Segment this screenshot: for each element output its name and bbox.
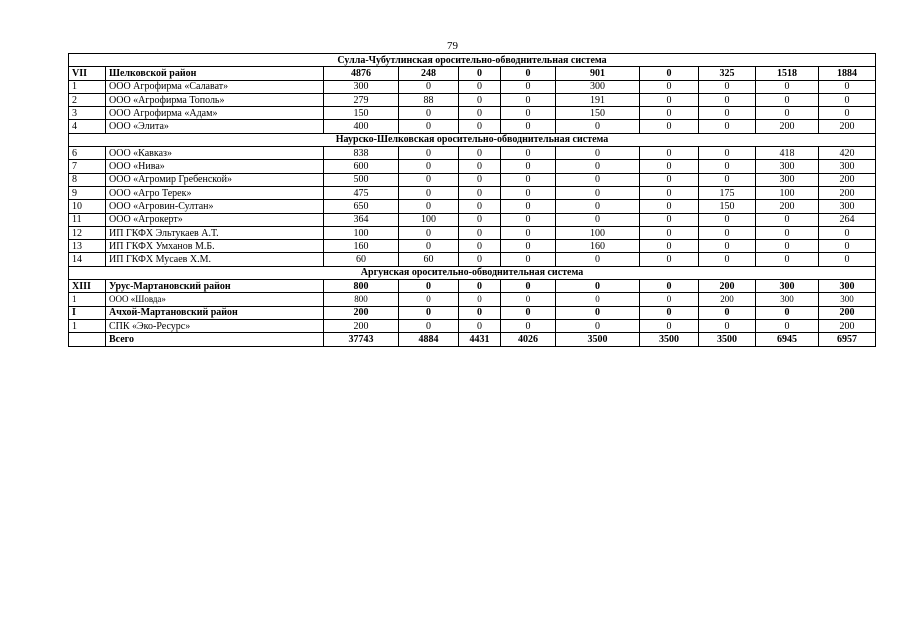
value-cell: 0 — [399, 306, 459, 319]
value-cell: 0 — [819, 226, 876, 239]
value-cell: 0 — [819, 253, 876, 266]
value-cell: 300 — [756, 173, 819, 186]
value-cell: 0 — [399, 226, 459, 239]
value-cell: 0 — [756, 107, 819, 120]
value-cell: 0 — [640, 306, 699, 319]
value-cell: 175 — [699, 186, 756, 199]
row-name: ООО «Шовда» — [106, 293, 324, 306]
value-cell: 0 — [459, 160, 501, 173]
value-cell: 0 — [819, 93, 876, 106]
value-cell: 37743 — [324, 333, 399, 346]
value-cell: 0 — [699, 147, 756, 160]
row-name: ООО «Агромир Гребенской» — [106, 173, 324, 186]
value-cell: 0 — [640, 173, 699, 186]
row-index: 8 — [69, 173, 106, 186]
total-row — [69, 333, 876, 346]
section-title: Аргунская оросительно-обводнительная система — [69, 266, 876, 279]
row-name: Урус-Мартановский район — [106, 280, 324, 293]
row-name: ООО «Агрофирма Тополь» — [106, 93, 324, 106]
value-cell: 100 — [556, 226, 640, 239]
value-cell: 200 — [819, 186, 876, 199]
value-cell: 0 — [459, 319, 501, 332]
value-cell: 0 — [399, 186, 459, 199]
row-index: 9 — [69, 186, 106, 199]
value-cell: 0 — [501, 319, 556, 332]
row-index: 7 — [69, 160, 106, 173]
value-cell: 3500 — [640, 333, 699, 346]
value-cell: 0 — [556, 120, 640, 133]
value-cell: 0 — [699, 80, 756, 93]
table-row — [69, 93, 876, 106]
district-row — [69, 306, 876, 319]
value-cell: 0 — [501, 240, 556, 253]
value-cell: 4884 — [399, 333, 459, 346]
section-title: Сулла-Чубутлинская оросительно-обводнительная система — [69, 54, 876, 67]
value-cell: 0 — [640, 107, 699, 120]
table-row — [69, 253, 876, 266]
value-cell: 0 — [640, 200, 699, 213]
value-cell: 0 — [459, 173, 501, 186]
value-cell: 0 — [756, 319, 819, 332]
value-cell: 300 — [819, 200, 876, 213]
value-cell: 0 — [556, 160, 640, 173]
value-cell: 0 — [556, 280, 640, 293]
row-name: ООО «Агрокерт» — [106, 213, 324, 226]
value-cell: 0 — [819, 80, 876, 93]
value-cell: 264 — [819, 213, 876, 226]
value-cell: 1884 — [819, 67, 876, 80]
value-cell: 0 — [556, 200, 640, 213]
row-index: 10 — [69, 200, 106, 213]
value-cell: 200 — [819, 120, 876, 133]
row-index: 11 — [69, 213, 106, 226]
value-cell: 0 — [501, 160, 556, 173]
table-row — [69, 160, 876, 173]
value-cell: 0 — [459, 120, 501, 133]
value-cell: 6945 — [756, 333, 819, 346]
value-cell: 300 — [819, 160, 876, 173]
table-row — [69, 186, 876, 199]
value-cell: 60 — [324, 253, 399, 266]
row-index: 1 — [69, 80, 106, 93]
row-index: VII — [69, 67, 106, 80]
value-cell: 0 — [640, 226, 699, 239]
table-row — [69, 80, 876, 93]
value-cell: 0 — [399, 200, 459, 213]
value-cell: 0 — [399, 80, 459, 93]
row-index: 4 — [69, 120, 106, 133]
value-cell: 0 — [501, 93, 556, 106]
value-cell: 0 — [501, 80, 556, 93]
value-cell: 100 — [324, 226, 399, 239]
row-index: 14 — [69, 253, 106, 266]
value-cell: 3500 — [699, 333, 756, 346]
value-cell: 0 — [399, 240, 459, 253]
value-cell: 150 — [556, 107, 640, 120]
value-cell: 0 — [699, 93, 756, 106]
row-name: Ачхой-Мартановский район — [106, 306, 324, 319]
row-index: 13 — [69, 240, 106, 253]
value-cell: 0 — [699, 306, 756, 319]
district-row — [69, 67, 876, 80]
value-cell: 0 — [501, 120, 556, 133]
value-cell: 0 — [399, 280, 459, 293]
value-cell: 0 — [459, 280, 501, 293]
value-cell: 0 — [819, 240, 876, 253]
row-index: 1 — [69, 293, 106, 306]
value-cell: 0 — [756, 253, 819, 266]
value-cell: 0 — [459, 226, 501, 239]
value-cell: 248 — [399, 67, 459, 80]
value-cell: 800 — [324, 293, 399, 306]
value-cell: 6957 — [819, 333, 876, 346]
value-cell: 0 — [459, 306, 501, 319]
table-row — [69, 319, 876, 332]
row-name: ИП ГКФХ Мусаев Х.М. — [106, 253, 324, 266]
row-name: ООО «Агро Терек» — [106, 186, 324, 199]
row-name: ИП ГКФХ Умханов М.Б. — [106, 240, 324, 253]
value-cell: 60 — [399, 253, 459, 266]
row-name: Всего — [106, 333, 324, 346]
value-cell: 0 — [459, 80, 501, 93]
value-cell: 0 — [501, 200, 556, 213]
row-index — [69, 333, 106, 346]
value-cell: 300 — [324, 80, 399, 93]
value-cell: 0 — [501, 186, 556, 199]
value-cell: 4026 — [501, 333, 556, 346]
row-name: ООО Агрофирма «Адам» — [106, 107, 324, 120]
row-index: XIII — [69, 280, 106, 293]
value-cell: 420 — [819, 147, 876, 160]
value-cell: 200 — [324, 319, 399, 332]
value-cell: 0 — [640, 80, 699, 93]
value-cell: 0 — [699, 107, 756, 120]
value-cell: 300 — [556, 80, 640, 93]
value-cell: 0 — [501, 173, 556, 186]
value-cell: 150 — [324, 107, 399, 120]
value-cell: 800 — [324, 280, 399, 293]
row-name: ООО Агрофирма «Салават» — [106, 80, 324, 93]
value-cell: 0 — [756, 213, 819, 226]
table-row — [69, 293, 876, 306]
value-cell: 0 — [459, 93, 501, 106]
value-cell: 0 — [399, 319, 459, 332]
row-name: ООО «Элита» — [106, 120, 324, 133]
value-cell: 0 — [556, 173, 640, 186]
value-cell: 0 — [556, 213, 640, 226]
value-cell: 0 — [501, 107, 556, 120]
value-cell: 0 — [640, 67, 699, 80]
value-cell: 0 — [501, 280, 556, 293]
value-cell: 0 — [556, 147, 640, 160]
table-row — [69, 213, 876, 226]
value-cell: 650 — [324, 200, 399, 213]
irrigation-table — [68, 53, 876, 347]
value-cell: 0 — [756, 240, 819, 253]
value-cell: 0 — [399, 293, 459, 306]
value-cell: 300 — [819, 293, 876, 306]
value-cell: 191 — [556, 93, 640, 106]
value-cell: 160 — [324, 240, 399, 253]
district-row — [69, 280, 876, 293]
value-cell: 0 — [699, 319, 756, 332]
value-cell: 0 — [640, 293, 699, 306]
value-cell: 325 — [699, 67, 756, 80]
table-row — [69, 240, 876, 253]
value-cell: 200 — [699, 280, 756, 293]
row-name: Шелковской район — [106, 67, 324, 80]
value-cell: 4876 — [324, 67, 399, 80]
value-cell: 200 — [819, 319, 876, 332]
value-cell: 0 — [556, 186, 640, 199]
value-cell: 0 — [501, 293, 556, 306]
value-cell: 0 — [819, 107, 876, 120]
table-row — [69, 200, 876, 213]
value-cell: 0 — [556, 319, 640, 332]
section-title: Наурско-Шелковская оросительно-обводнительная система — [69, 133, 876, 146]
value-cell: 364 — [324, 213, 399, 226]
value-cell: 0 — [699, 160, 756, 173]
value-cell: 0 — [459, 253, 501, 266]
section-header-row — [69, 133, 876, 146]
value-cell: 200 — [699, 293, 756, 306]
value-cell: 0 — [640, 93, 699, 106]
row-index: 1 — [69, 319, 106, 332]
row-name: ИП ГКФХ Эльтукаев А.Т. — [106, 226, 324, 239]
value-cell: 0 — [459, 213, 501, 226]
value-cell: 0 — [756, 306, 819, 319]
value-cell: 279 — [324, 93, 399, 106]
section-header-row — [69, 54, 876, 67]
value-cell: 0 — [640, 147, 699, 160]
value-cell: 4431 — [459, 333, 501, 346]
value-cell: 0 — [640, 120, 699, 133]
value-cell: 475 — [324, 186, 399, 199]
table-row — [69, 120, 876, 133]
value-cell: 0 — [699, 240, 756, 253]
value-cell: 1518 — [756, 67, 819, 80]
value-cell: 0 — [756, 80, 819, 93]
value-cell: 0 — [459, 200, 501, 213]
value-cell: 200 — [756, 120, 819, 133]
value-cell: 0 — [501, 67, 556, 80]
table-body — [69, 54, 876, 347]
value-cell: 0 — [501, 306, 556, 319]
row-index: 2 — [69, 93, 106, 106]
value-cell: 0 — [459, 107, 501, 120]
table-row — [69, 226, 876, 239]
value-cell: 100 — [399, 213, 459, 226]
value-cell: 0 — [640, 253, 699, 266]
value-cell: 150 — [699, 200, 756, 213]
value-cell: 0 — [699, 226, 756, 239]
value-cell: 88 — [399, 93, 459, 106]
value-cell: 400 — [324, 120, 399, 133]
value-cell: 0 — [699, 173, 756, 186]
value-cell: 0 — [501, 226, 556, 239]
page-number: 79 — [447, 40, 458, 52]
value-cell: 0 — [556, 293, 640, 306]
value-cell: 0 — [459, 67, 501, 80]
value-cell: 0 — [640, 186, 699, 199]
value-cell: 3500 — [556, 333, 640, 346]
value-cell: 0 — [640, 280, 699, 293]
value-cell: 300 — [756, 293, 819, 306]
row-name: ООО «Кавказ» — [106, 147, 324, 160]
value-cell: 0 — [640, 213, 699, 226]
value-cell: 901 — [556, 67, 640, 80]
value-cell: 0 — [640, 240, 699, 253]
row-name: СПК «Эко-Ресурс» — [106, 319, 324, 332]
row-index: 3 — [69, 107, 106, 120]
value-cell: 0 — [459, 147, 501, 160]
value-cell: 0 — [501, 213, 556, 226]
table-row — [69, 173, 876, 186]
table-row — [69, 107, 876, 120]
value-cell: 0 — [459, 186, 501, 199]
value-cell: 0 — [640, 160, 699, 173]
section-header-row — [69, 266, 876, 279]
value-cell: 0 — [501, 253, 556, 266]
row-index: I — [69, 306, 106, 319]
value-cell: 600 — [324, 160, 399, 173]
value-cell: 0 — [399, 107, 459, 120]
table-row — [69, 147, 876, 160]
value-cell: 0 — [399, 120, 459, 133]
value-cell: 300 — [756, 280, 819, 293]
value-cell: 0 — [699, 120, 756, 133]
value-cell: 0 — [459, 240, 501, 253]
value-cell: 500 — [324, 173, 399, 186]
row-name: ООО «Нива» — [106, 160, 324, 173]
value-cell: 200 — [756, 200, 819, 213]
value-cell: 200 — [819, 306, 876, 319]
value-cell: 0 — [399, 173, 459, 186]
value-cell: 0 — [756, 226, 819, 239]
value-cell: 0 — [756, 93, 819, 106]
value-cell: 0 — [699, 253, 756, 266]
value-cell: 300 — [819, 280, 876, 293]
value-cell: 418 — [756, 147, 819, 160]
value-cell: 300 — [756, 160, 819, 173]
value-cell: 160 — [556, 240, 640, 253]
row-name: ООО «Агровин-Султан» — [106, 200, 324, 213]
value-cell: 200 — [324, 306, 399, 319]
value-cell: 0 — [556, 306, 640, 319]
value-cell: 0 — [399, 160, 459, 173]
row-index: 12 — [69, 226, 106, 239]
value-cell: 0 — [556, 253, 640, 266]
value-cell: 200 — [819, 173, 876, 186]
value-cell: 100 — [756, 186, 819, 199]
row-index: 6 — [69, 147, 106, 160]
value-cell: 838 — [324, 147, 399, 160]
value-cell: 0 — [699, 213, 756, 226]
value-cell: 0 — [501, 147, 556, 160]
value-cell: 0 — [640, 319, 699, 332]
value-cell: 0 — [459, 293, 501, 306]
value-cell: 0 — [399, 147, 459, 160]
